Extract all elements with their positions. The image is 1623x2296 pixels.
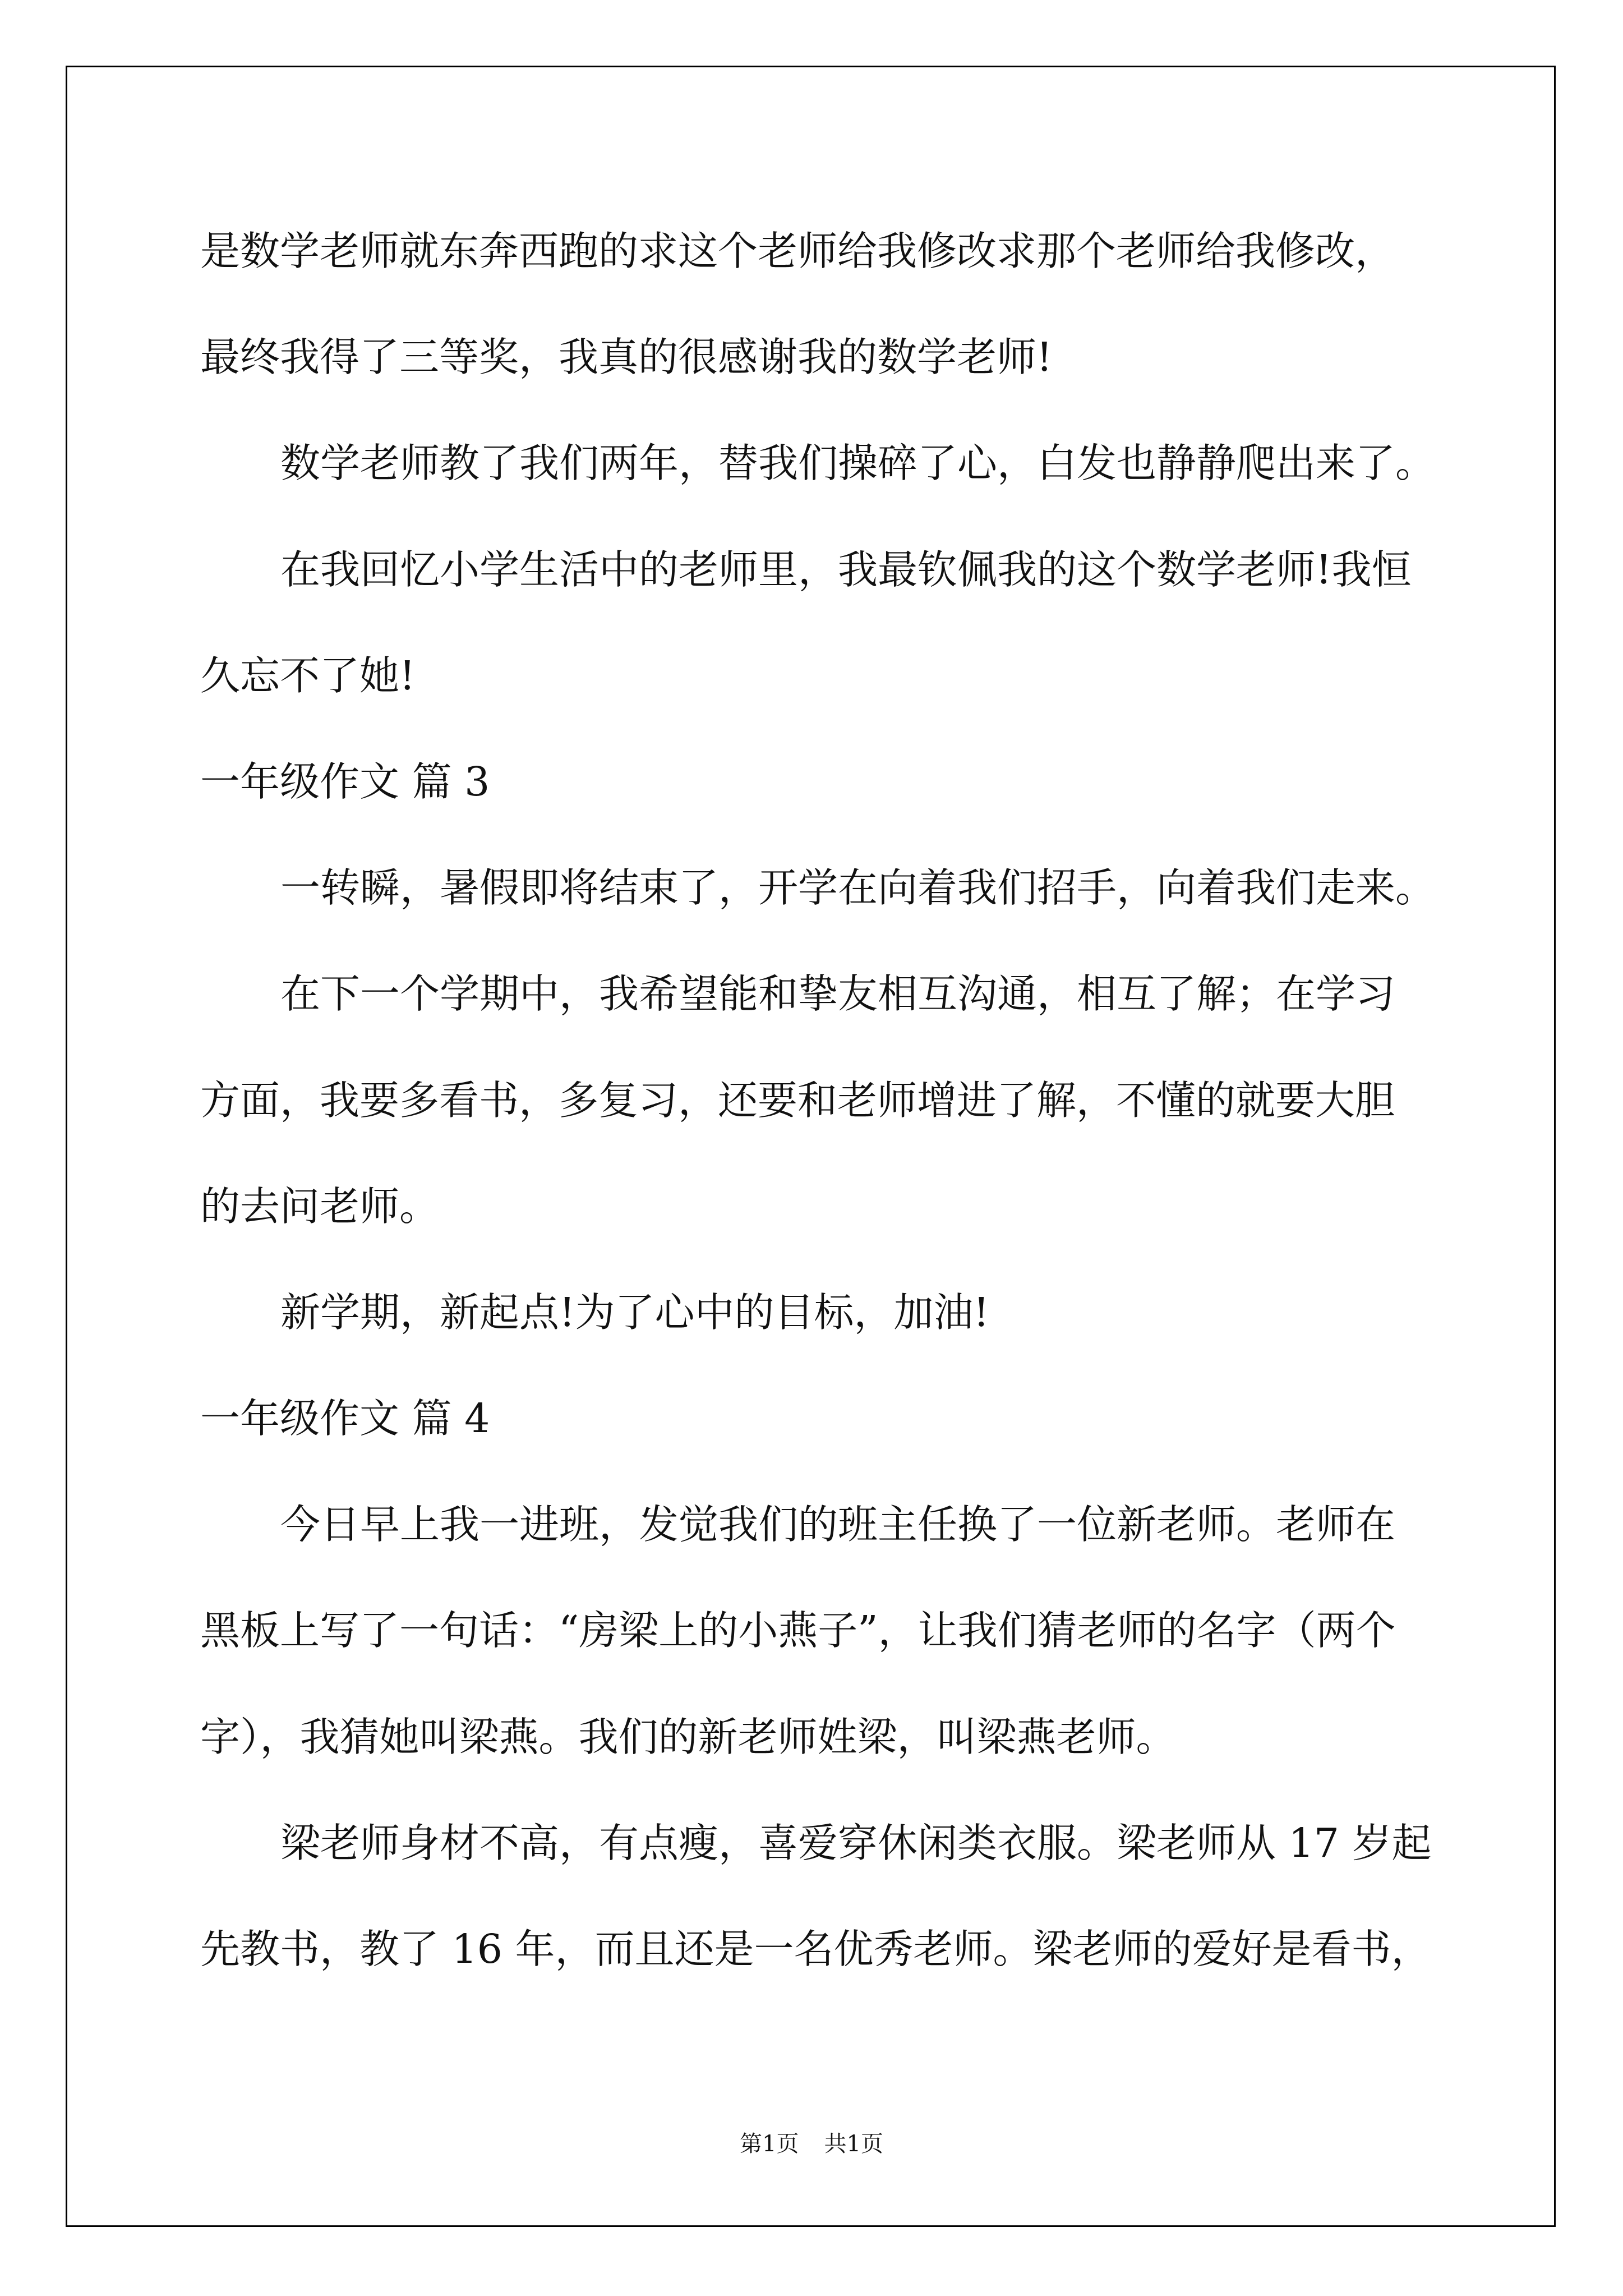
text-line: 久忘不了她! (200, 652, 416, 699)
text-line: 字），我猜她叫梁燕。我们的新老师姓梁，叫梁燕老师。 (200, 1713, 1176, 1760)
page-number: 第1页 (740, 2131, 799, 2157)
paragraph (200, 941, 1435, 1259)
section-heading: 一年级作文 篇 3 (200, 758, 490, 805)
page-total: 共1页 (824, 2131, 883, 2157)
paragraph (200, 1471, 1435, 1790)
paragraph (200, 410, 1435, 516)
text-line: 新学期，新起点!为了心中的目标，加油! (280, 1289, 990, 1336)
text-line: 黑板上写了一句话：“房梁上的小燕子”，让我们猜老师的名字（两个 (200, 1607, 1396, 1654)
essay-section (200, 729, 1435, 1365)
section-heading: 一年级作文 篇 4 (200, 1395, 490, 1442)
text-line: 今日早上我一进班，发觉我们的班主任换了一位新老师。老师在 (280, 1501, 1396, 1548)
text-line: 是数学老师就东奔西跑的求这个老师给我修改求那个老师给我修改， (200, 228, 1395, 274)
essay-section (200, 1365, 1435, 2002)
text-line: 一转瞬，暑假即将结束了，开学在向着我们招手，向着我们走来。 (280, 864, 1436, 912)
paragraph (200, 1790, 1435, 2002)
text-line: 方面，我要多看书，多复习，还要和老师增进了解，不懂的就要大胆 (200, 1076, 1395, 1124)
page-footer (0, 2127, 1623, 2161)
text-line: 数学老师教了我们两年，替我们操碎了心，白发也静静爬出来了。 (280, 440, 1436, 487)
document-body (200, 198, 1435, 2002)
paragraph (200, 517, 1435, 729)
text-line: 先教书，教了 16 年，而且还是一名优秀老师。梁老师的爱好是看书， (200, 1926, 1431, 1972)
text-line: 最终我得了三等奖，我真的很感谢我的数学老师! (200, 334, 1053, 381)
paragraph (200, 198, 1435, 410)
text-line: 在下一个学期中，我希望能和挚友相互沟通，相互了解；在学习 (280, 970, 1396, 1018)
text-line: 的去问老师。 (200, 1182, 440, 1230)
text-line: 梁老师身材不高，有点瘦，喜爱穿休闲类衣服。梁老师从 17 岁起 (280, 1819, 1432, 1866)
paragraph (200, 1259, 1435, 1365)
essay-section (200, 198, 1435, 729)
paragraph (200, 835, 1435, 941)
text-line: 在我回忆小学生活中的老师里，我最钦佩我的这个数学老师!我恒 (280, 546, 1412, 593)
